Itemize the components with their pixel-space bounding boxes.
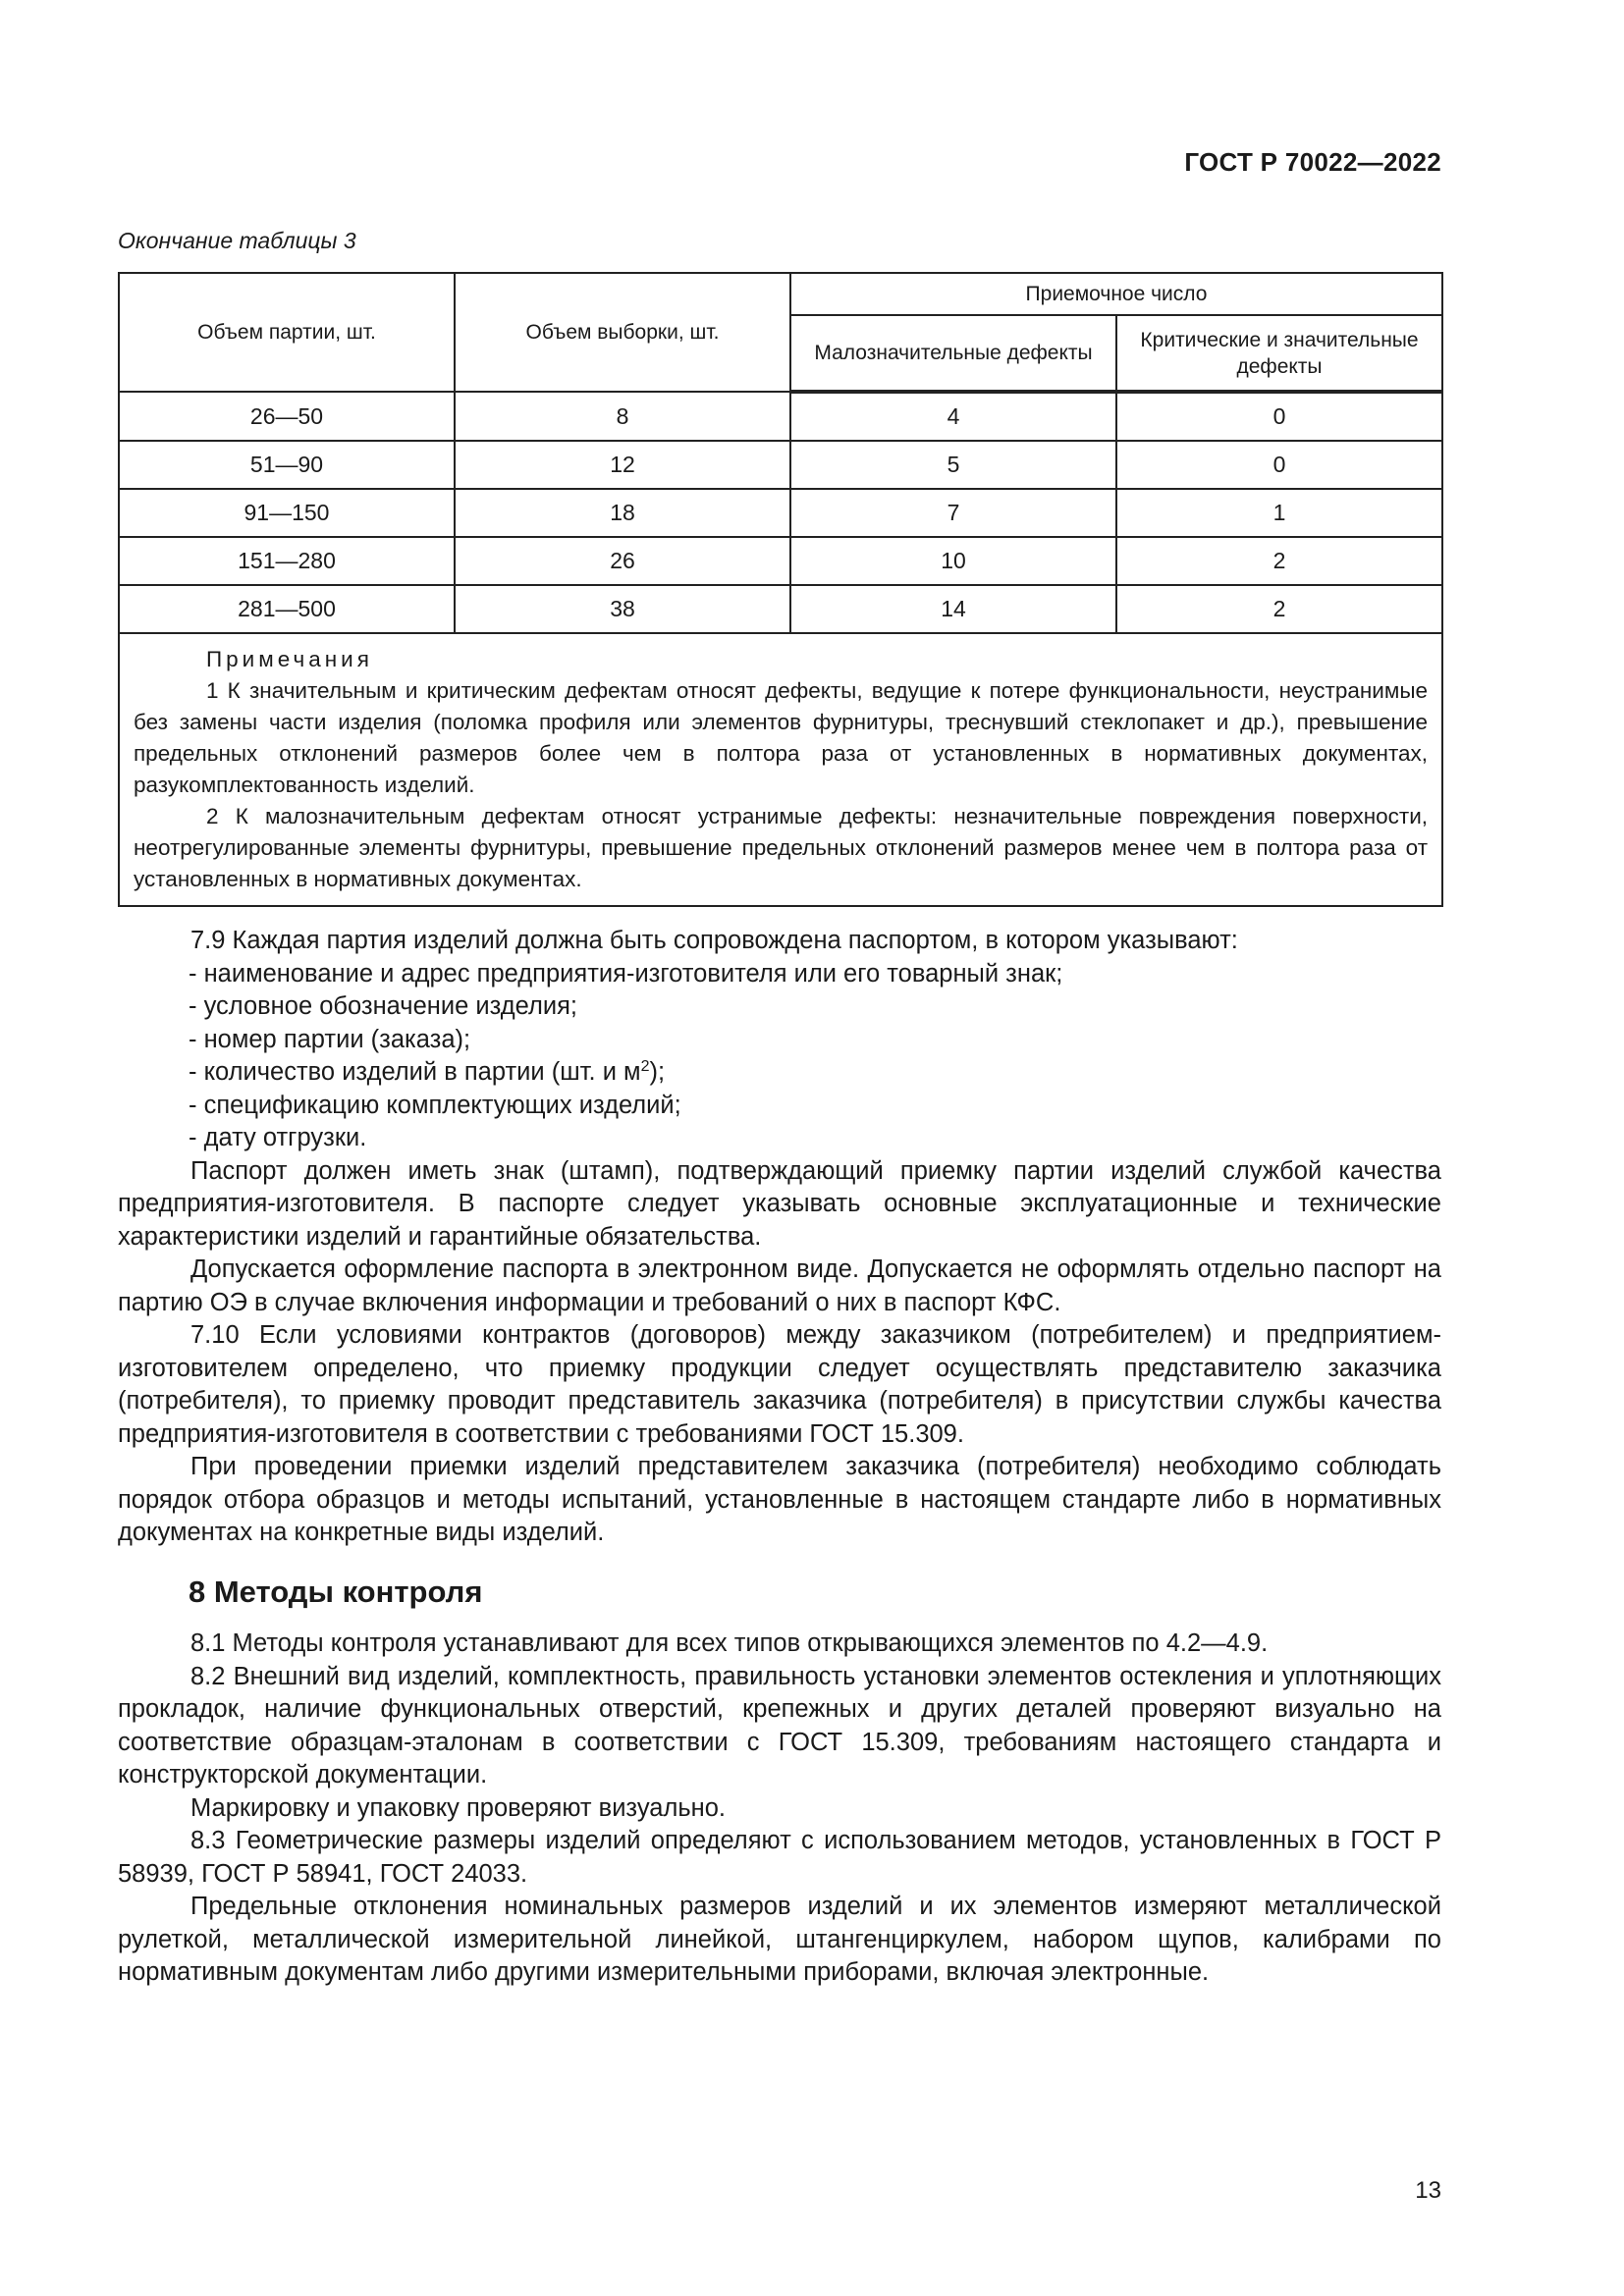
cell-sample-size: 38 [455, 585, 790, 633]
cell-sample-size: 18 [455, 489, 790, 537]
cell-minor: 5 [790, 441, 1116, 489]
paragraph-8-3: 8.3 Геометрические размеры изделий определяют с использованием методов, установленных в ГОСТ Р 58939, ГОСТ Р 58941, ГОСТ 24033. [118, 1827, 1441, 1888]
cell-critical: 1 [1116, 489, 1442, 537]
notes-title: Примечания [206, 647, 373, 671]
list-item: - дату отгрузки. [189, 1124, 367, 1151]
body-text [118, 925, 1441, 1990]
cell-minor: 4 [790, 392, 1116, 441]
list-item: - наименование и адрес предприятия-изготовителя или его товарный знак; [189, 959, 1063, 988]
cell-critical: 2 [1116, 585, 1442, 633]
table-row [119, 441, 1442, 489]
list-item-quantity [118, 1056, 1441, 1090]
document-code: ГОСТ Р 70022—2022 [1184, 147, 1441, 177]
paragraph-customer: При проведении приемки изделий представителем заказчика (потребителя) необходимо соблюдать порядок отбора образцов и методы испытаний, установленные в настоящем стандарте либо в нормативных документах на конкретные виды изделий. [118, 1453, 1441, 1546]
list-item: - номер партии (заказа); [189, 1025, 471, 1053]
table-row [119, 489, 1442, 537]
table-row [119, 585, 1442, 633]
paragraph-limits: Предельные отклонения номинальных размеров изделий и их элементов измеряют металлической рулеткой, металлической измерительной линейкой, штангенциркулем, набором щупов, калибрами по нормативным документам либо другими измерительными приборами, включая электронные. [118, 1893, 1441, 1986]
cell-sample-size: 8 [455, 392, 790, 441]
cell-lot-size: 91—150 [119, 489, 455, 537]
acceptance-table [118, 272, 1443, 907]
header-acceptance-number: Приемочное число [790, 273, 1442, 315]
cell-critical: 2 [1116, 537, 1442, 585]
header-sample-size: Объем выборки, шт. [455, 273, 790, 392]
table-row [119, 537, 1442, 585]
header-minor-defects: Малозначительные дефекты [790, 315, 1116, 392]
list-item: - условное обозначение изделия; [189, 992, 577, 1020]
cell-lot-size: 26—50 [119, 392, 455, 441]
list-item-tail: ); [649, 1058, 666, 1086]
paragraph-7-9: 7.9 Каждая партия изделий должна быть сопровождена паспортом, в котором указывают: [190, 927, 1238, 954]
superscript: 2 [640, 1058, 650, 1075]
table-row [119, 392, 1442, 441]
paragraph-8-1: 8.1 Методы контроля устанавливают для всех типов открывающихся элементов по 4.2—4.9. [190, 1629, 1269, 1657]
paragraph-passport: Паспорт должен иметь знак (штамп), подтверждающий приемку партии изделий службой качества предприятия-изготовителя. В паспорте следует указывать основные эксплуатационные и технические характеристики изделий и гарантийные обязательства. [118, 1156, 1441, 1251]
section-8-title: 8 Методы контроля [189, 1574, 483, 1609]
paragraph-7-10: 7.10 Если условиями контрактов (договоров) между заказчиком (потребителем) и предприятием-изготовителем определено, что приемку продукции следует осуществлять представителю заказчика (потребителя), то приемку проводит представитель заказчика (потребителя) в присутствии службы качества предприятия-изготовителя в соответствии с требованиями ГОСТ 15.309. [118, 1321, 1441, 1448]
note-2: 2 К малозначительным дефектам относят устранимые дефекты: незначительные повреждения поверхности, неотрегулированные элементы фурнитуры, превышение предельных отклонений размеров менее чем в полтора раза от установленных в нормативных документах. [134, 804, 1429, 891]
cell-lot-size: 151—280 [119, 537, 455, 585]
page-number: 13 [1415, 2177, 1441, 2204]
cell-critical: 0 [1116, 392, 1442, 441]
header-lot-size: Объем партии, шт. [119, 273, 455, 392]
cell-minor: 7 [790, 489, 1116, 537]
paragraph-marking: Маркировку и упаковку проверяют визуально. [190, 1793, 727, 1822]
cell-sample-size: 26 [455, 537, 790, 585]
cell-lot-size: 51—90 [119, 441, 455, 489]
cell-lot-size: 281—500 [119, 585, 455, 633]
table-caption: Окончание таблицы 3 [118, 228, 356, 253]
cell-sample-size: 12 [455, 441, 790, 489]
table-notes [119, 633, 1442, 906]
list-item-text: - количество изделий в партии (шт. и м [189, 1058, 641, 1086]
note-1: 1 К значительным и критическим дефектам относят дефекты, ведущие к потере функциональности, неустранимые без замены части изделия (поломка профиля или элементов фурнитуры, треснувший стеклопакет и др.), превышение предельных отклонений размеров более чем в полтора раза от установленных в нормативных документах, разукомплектованность изделий. [134, 678, 1429, 797]
paragraph-8-2: 8.2 Внешний вид изделий, комплектность, правильность установки элементов остекления и уплотняющих прокладок, наличие функциональных отверстий, крепежных и других деталей проверяют визуально на соответствие образцам-эталонам в соответствии с ГОСТ 15.309, требованиям настоящего стандарта и конструкторской документации. [118, 1662, 1441, 1789]
header-critical-defects: Критические и значительные дефекты [1116, 315, 1442, 392]
cell-minor: 10 [790, 537, 1116, 585]
cell-minor: 14 [790, 585, 1116, 633]
list-item: - спецификацию комплектующих изделий; [189, 1091, 681, 1119]
cell-critical: 0 [1116, 441, 1442, 489]
paragraph-electronic: Допускается оформление паспорта в электронном виде. Допускается не оформлять отдельно паспорт на партию ОЭ в случае включения информации и требований о них в паспорт КФС. [118, 1255, 1441, 1316]
document-page [118, 0, 1441, 2296]
